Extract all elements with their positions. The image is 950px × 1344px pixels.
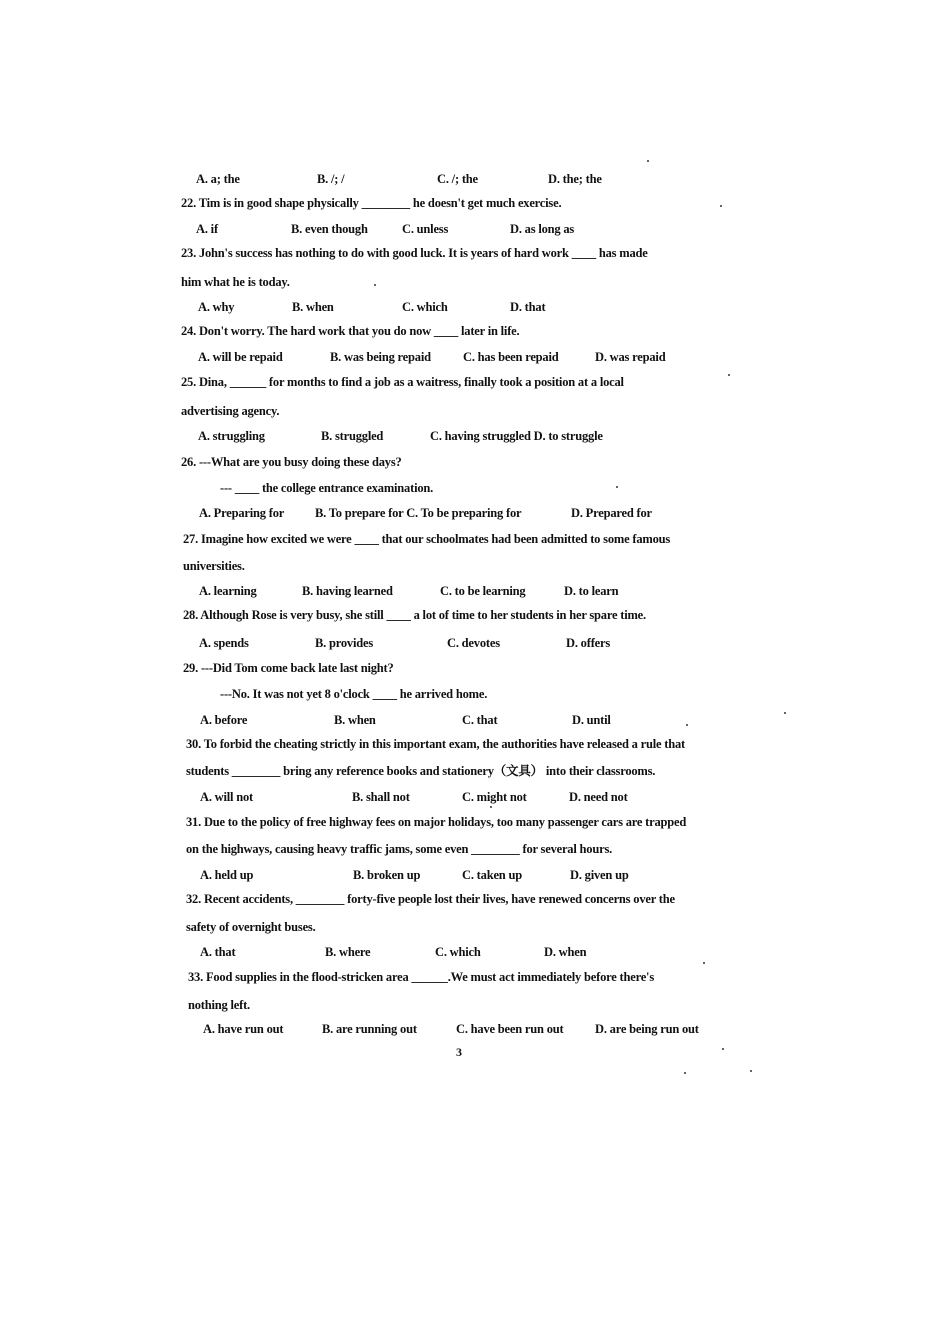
question-text: 23. John's success has nothing to do with good luck. It is years of hard work ____ has made <box>181 246 648 260</box>
question-line <box>0 811 950 833</box>
answer-option: D. need not <box>569 790 628 804</box>
question-line <box>0 242 950 264</box>
question-text: students ________ bring any reference books and stationery（文具） into their classrooms. <box>186 764 656 778</box>
question-line <box>0 994 950 1016</box>
scan-speck <box>750 1070 752 1072</box>
question-text: 29. ---Did Tom come back late last night? <box>183 661 394 675</box>
answer-option: C. /; the <box>437 172 478 186</box>
answer-option: C. might not <box>462 790 527 804</box>
answer-option: B. provides <box>315 636 373 650</box>
question-line <box>0 400 950 422</box>
answer-options <box>0 218 950 240</box>
answer-option: D. that <box>510 300 546 314</box>
scan-speck <box>647 160 649 162</box>
answer-option: B. struggled <box>321 429 384 443</box>
answer-options <box>0 786 950 808</box>
scan-speck <box>722 1048 724 1050</box>
answer-options <box>0 346 950 368</box>
answer-options <box>0 632 950 654</box>
answer-option: A. learning <box>199 584 257 598</box>
answer-option: B. shall not <box>352 790 410 804</box>
answer-options <box>0 168 950 190</box>
question-line <box>0 192 950 214</box>
answer-option: C. that <box>462 713 498 727</box>
answer-option: D. Prepared for <box>571 506 652 520</box>
question-text: safety of overnight buses. <box>186 920 316 934</box>
answer-option: A. will not <box>200 790 254 804</box>
question-line <box>0 451 950 473</box>
answer-option: D. the; the <box>548 172 602 186</box>
question-text: 26. ---What are you busy doing these days? <box>181 455 402 469</box>
answer-option: B. /; / <box>317 172 345 186</box>
answer-option: A. Preparing for <box>199 506 285 520</box>
answer-option: C. have been run out <box>456 1022 564 1036</box>
answer-option: D. offers <box>566 636 611 650</box>
question-text: advertising agency. <box>181 404 280 418</box>
question-text: 30. To forbid the cheating strictly in this important exam, the authorities have released a rule that <box>186 737 685 751</box>
answer-option: D. as long as <box>510 222 575 236</box>
answer-option: C. to be learning <box>440 584 526 598</box>
question-line <box>0 320 950 342</box>
answer-options <box>0 1018 950 1040</box>
answer-option: A. have run out <box>203 1022 284 1036</box>
question-text: 24. Don't worry. The hard work that you do now ____ later in life. <box>181 324 520 338</box>
question-text: 27. Imagine how excited we were ____ that our schoolmates had been admitted to some famous <box>183 532 671 546</box>
answer-option: A. held up <box>200 868 254 882</box>
answer-options <box>0 502 950 524</box>
answer-options <box>0 864 950 886</box>
answer-option: D. are being run out <box>595 1022 699 1036</box>
answer-options <box>0 941 950 963</box>
answer-option: A. before <box>200 713 248 727</box>
answer-options <box>0 425 950 447</box>
question-text: ---No. It was not yet 8 o'clock ____ he arrived home. <box>220 687 488 701</box>
answer-option: B. broken up <box>353 868 421 882</box>
question-line <box>0 733 950 755</box>
answer-option: A. why <box>198 300 235 314</box>
answer-option: A. that <box>200 945 236 959</box>
answer-option: D. was repaid <box>595 350 666 364</box>
answer-option: D. to learn <box>564 584 619 598</box>
question-line <box>0 888 950 910</box>
scan-speck <box>616 486 618 488</box>
question-line <box>0 838 950 860</box>
answer-option: C. having struggled D. to struggle <box>430 429 603 443</box>
answer-options <box>0 580 950 602</box>
answer-option: B. are running out <box>322 1022 417 1036</box>
answer-option: B. where <box>325 945 371 959</box>
answer-option: A. a; the <box>196 172 240 186</box>
answer-options <box>0 296 950 318</box>
answer-option: B. even though <box>291 222 368 236</box>
answer-option: A. will be repaid <box>198 350 283 364</box>
question-text: --- ____ the college entrance examination. <box>220 481 434 495</box>
answer-option: B. when <box>334 713 376 727</box>
question-line <box>0 528 950 550</box>
answer-option: C. has been repaid <box>463 350 559 364</box>
answer-option: C. devotes <box>447 636 500 650</box>
question-text: 22. Tim is in good shape physically ________ he doesn't get much exercise. <box>181 196 562 210</box>
question-line <box>0 477 950 499</box>
question-line <box>0 604 950 626</box>
question-line <box>0 683 950 705</box>
question-text: 32. Recent accidents, ________ forty-five people lost their lives, have renewed concerns over the <box>186 892 675 906</box>
scan-speck <box>684 1072 686 1074</box>
answer-option: B. having learned <box>302 584 393 598</box>
answer-option: C. unless <box>402 222 449 236</box>
page-number: 3 <box>456 1045 462 1059</box>
question-line <box>0 271 950 293</box>
answer-option: C. taken up <box>462 868 522 882</box>
question-text: 33. Food supplies in the flood-stricken area ______.We must act immediately before there's <box>188 970 654 984</box>
answer-option: D. until <box>572 713 611 727</box>
answer-option: A. spends <box>199 636 249 650</box>
scan-speck <box>686 724 688 726</box>
answer-option: D. given up <box>570 868 629 882</box>
question-line <box>0 916 950 938</box>
scan-speck <box>720 205 722 207</box>
answer-option: D. when <box>544 945 587 959</box>
answer-options <box>0 709 950 731</box>
scan-speck <box>374 284 376 286</box>
question-text: universities. <box>183 559 245 573</box>
answer-option: C. which <box>435 945 481 959</box>
question-text: him what he is today. <box>181 275 290 289</box>
question-text: on the highways, causing heavy traffic jams, some even ________ for several hours. <box>186 842 613 856</box>
question-text: 25. Dina, ______ for months to find a job as a waitress, finally took a position at a local <box>181 375 624 389</box>
answer-option: B. when <box>292 300 334 314</box>
scan-speck <box>703 962 705 964</box>
answer-option: B. was being repaid <box>330 350 431 364</box>
question-text: 28. Although Rose is very busy, she still ____ a lot of time to her students in her spare time. <box>183 608 646 622</box>
question-line <box>0 371 950 393</box>
scan-speck <box>490 806 492 808</box>
scan-speck <box>728 374 730 376</box>
answer-option: C. which <box>402 300 448 314</box>
scan-speck <box>784 712 786 714</box>
question-line <box>0 555 950 577</box>
question-text: 31. Due to the policy of free highway fees on major holidays, too many passenger cars are trapped <box>186 815 687 829</box>
question-line <box>0 657 950 679</box>
answer-option: A. if <box>196 222 218 236</box>
question-line <box>0 966 950 988</box>
question-text: nothing left. <box>188 998 250 1012</box>
question-line <box>0 760 950 782</box>
answer-option: B. To prepare for C. To be preparing for <box>315 506 522 520</box>
answer-option: A. struggling <box>198 429 265 443</box>
